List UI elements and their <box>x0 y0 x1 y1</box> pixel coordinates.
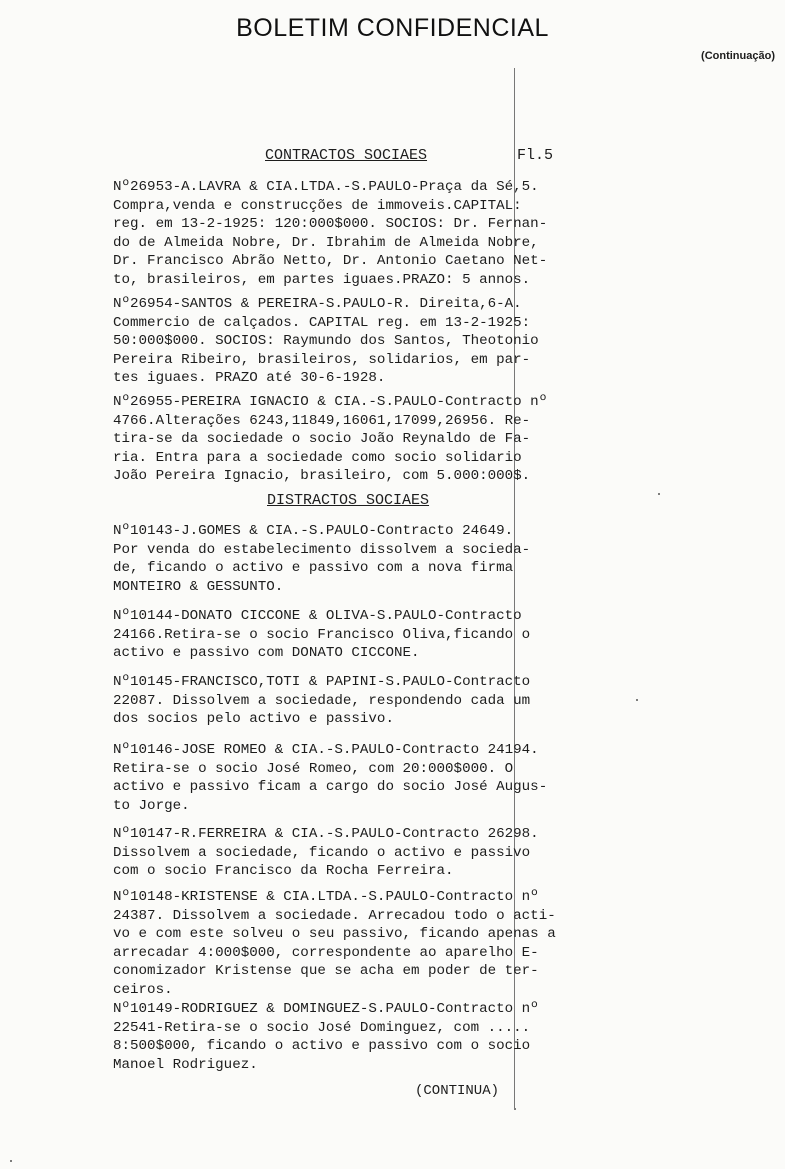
contract-entry: Nº26955-PEREIRA IGNACIO & CIA.-S.PAULO-Contracto nº 4766.Alterações 6243,11849,16061,17099,26956. Re- tira-se da sociedade o socio João Reynaldo de Fa- ria. Entra para a sociedade como socio solidario João Pereira Ignacio, brasileiro, com 5.000:000$. <box>113 394 548 485</box>
scan-speck <box>514 1108 516 1110</box>
distract-entry: Nº10143-J.GOMES & CIA.-S.PAULO-Contracto 24649. Por venda do estabelecimento dissolvem a socieda- de, ficando o activo e passivo com a nova firma MONTEIRO & GESSUNTO. <box>113 523 531 595</box>
distractos-heading: DISTRACTOS SOCIAES <box>267 492 430 509</box>
distract-entry: Nº10147-R.FERREIRA & CIA.-S.PAULO-Contracto 26298. Dissolvem a sociedade, ficando o activo e passivo com o socio Francisco da Rocha Ferreira. <box>113 826 539 880</box>
contract-entry: Nº26953-A.LAVRA & CIA.LTDA.-S.PAULO-Praça da Sé,5. Compra,venda e construcções de immoveis.CAPITAL: reg. em 13-2-1925: 120:000$000. SOCIOS: Dr. Fernan- do de Almeida Nobre, Dr. Ibrahim de Almeida Nobre, Dr. Francisco Abrão Netto, Dr. Antonio Caetano Net- to, brasileiros, em partes iguaes.PRAZO: 5 annos. <box>113 179 548 288</box>
distract-entry: Nº10149-RODRIGUEZ & DOMINGUEZ-S.PAULO-Contracto nº 22541-Retira-se o socio José Dominguez, com ..... 8:500$000, ficando o activo e passivo com o socio Manoel Rodriguez. <box>113 1001 539 1073</box>
distract-entry: Nº10145-FRANCISCO,TOTI & PAPINI-S.PAULO-Contracto 22087. Dissolvem a sociedade, respondendo cada um dos socios pelo activo e passivo. <box>113 674 531 728</box>
distract-entry: Nº10148-KRISTENSE & CIA.LTDA.-S.PAULO-Contracto nº 24387. Dissolvem a sociedade. Arrecadou todo o acti- vo e com este solveu o seu passivo, ficando apenas a arrecadar 4:000$000, correspondente ao aparelho E- conomizador Kristense que se acha em poder de ter- ceiros. <box>113 889 556 998</box>
continuation-note: (Continuação) <box>701 50 775 62</box>
continua-note: (CONTINUA) <box>415 1083 500 1099</box>
distract-entry: Nº10146-JOSE ROMEO & CIA.-S.PAULO-Contracto 24194. Retira-se o socio José Romeo, com 20:000$000. O activo e passivo ficam a cargo do socio José Augus- to Jorge. <box>113 742 548 814</box>
page-title: BOLETIM CONFIDENCIAL <box>236 14 549 42</box>
distract-entry: Nº10144-DONATO CICCONE & OLIVA-S.PAULO-Contracto 24166.Retira-se o socio Francisco Oliva,ficando o activo e passivo com DONATO CICCONE. <box>113 608 531 662</box>
scan-speck <box>658 493 660 495</box>
scan-speck <box>10 1160 12 1162</box>
contract-entry: Nº26954-SANTOS & PEREIRA-S.PAULO-R. Direita,6-A. Commercio de calçados. CAPITAL reg. em 13-2-1925: 50:000$000. SOCIOS: Raymundo dos Santos, Theotonio Pereira Ribeiro, brasileiros, solidarios, em par- tes iguaes. PRAZO até 30-6-1928. <box>113 296 539 387</box>
scan-speck <box>636 699 638 701</box>
sheet-number: Fl.5 <box>517 147 554 164</box>
contractos-heading: CONTRACTOS SOCIAES <box>265 147 428 164</box>
